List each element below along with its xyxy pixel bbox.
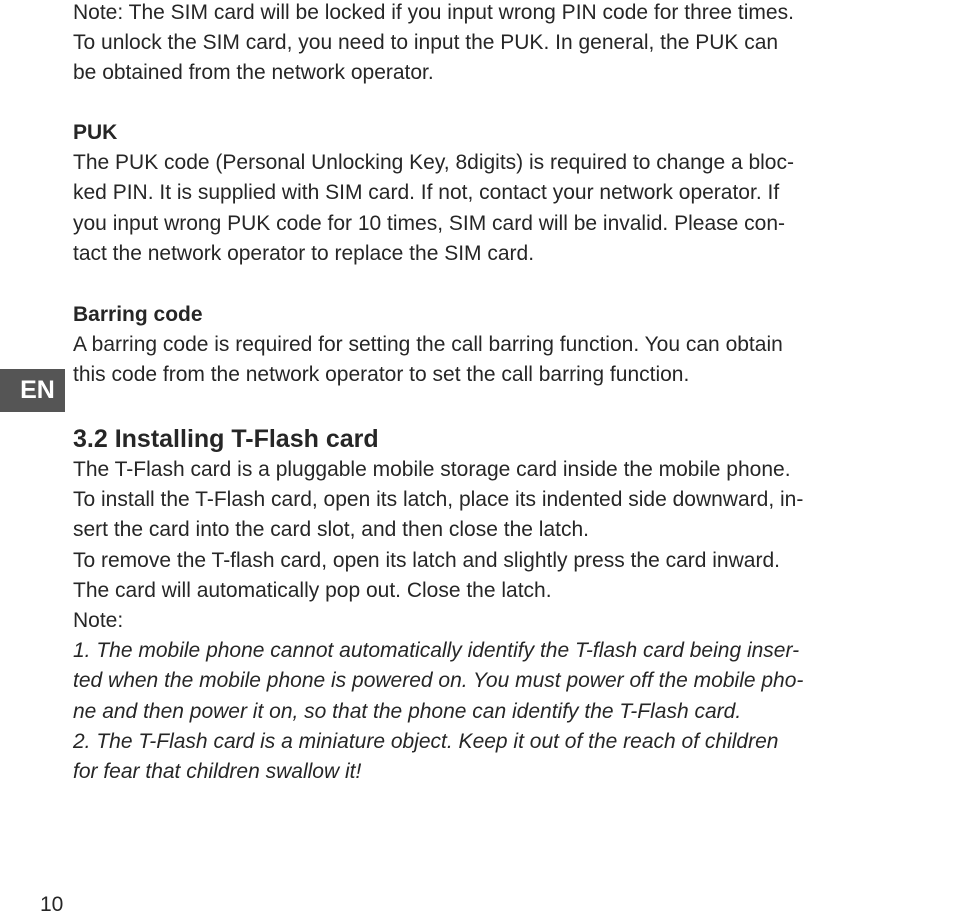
italic-note-line: for fear that children swallow it! [73, 760, 362, 784]
note-label: Note: [73, 609, 124, 633]
italic-note-line: 2. The T-Flash card is a miniature object. Keep it out of the reach of children [73, 729, 779, 753]
text-line: To remove the T-flash card, open its latch and slightly press the card inward. [73, 548, 780, 572]
barring-section [73, 300, 943, 391]
puk-section [73, 118, 943, 269]
text-line: this code from the network operator to set the call barring function. [73, 363, 690, 387]
puk-heading: PUK [73, 121, 118, 144]
barring-heading: Barring code [73, 303, 203, 326]
text-line: The T-Flash card is a pluggable mobile storage card inside the mobile phone. [73, 458, 791, 481]
text-line: The card will automatically pop out. Close the latch. [73, 578, 552, 602]
text-line: be obtained from the network operator. [73, 61, 434, 85]
language-tab: EN [0, 369, 65, 412]
section-heading: 3.2 Installing T-Flash card [73, 425, 379, 453]
italic-note-line: ne and then power it on, so that the phone can identify the T-Flash card. [73, 699, 742, 723]
text-line: The PUK code (Personal Unlocking Key, 8digits) is required to change a bloc- [73, 151, 794, 175]
text-line: Note: The SIM card will be locked if you input wrong PIN code for three times. [73, 1, 794, 24]
page-number: 10 [40, 893, 64, 916]
tflash-section [73, 423, 943, 787]
italic-note-line: 1. The mobile phone cannot automatically identify the T-flash card being inser- [73, 639, 800, 663]
text-line: you input wrong PUK code for 10 times, SIM card will be invalid. Please con- [73, 211, 786, 235]
text-line: A barring code is required for setting the call barring function. You can obtain [73, 333, 783, 357]
text-line: To install the T-Flash card, open its latch, place its indented side downward, in- [73, 488, 804, 512]
note-paragraph [73, 0, 943, 89]
text-line: To unlock the SIM card, you need to input the PUK. In general, the PUK can [73, 31, 779, 55]
text-line: tact the network operator to replace the SIM card. [73, 241, 535, 265]
text-line: sert the card into the card slot, and then close the latch. [73, 518, 589, 542]
text-line: ked PIN. It is supplied with SIM card. If not, contact your network operator. If [73, 181, 780, 205]
italic-note-line: ted when the mobile phone is powered on. You must power off the mobile pho- [73, 669, 804, 693]
